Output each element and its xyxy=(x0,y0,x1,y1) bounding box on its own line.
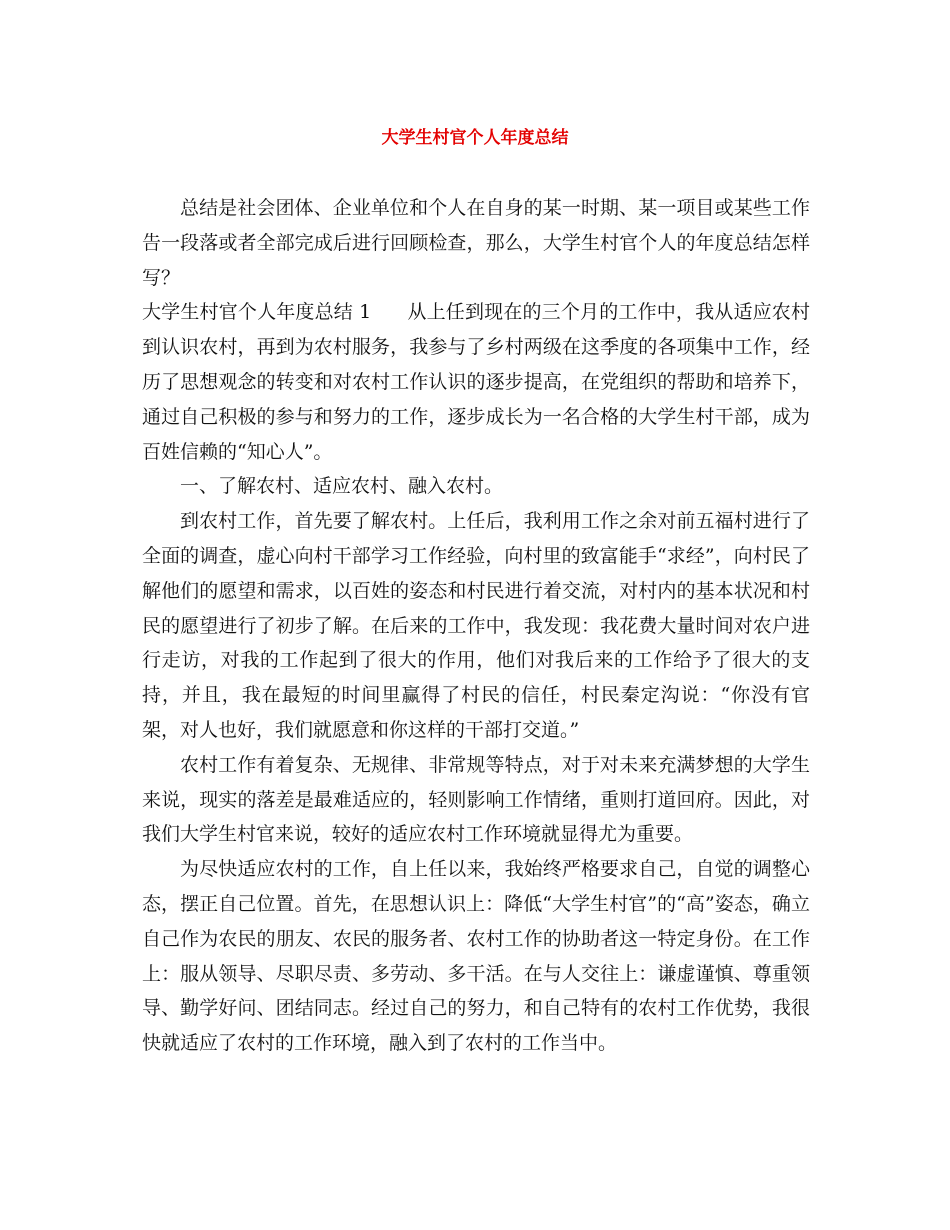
document-body xyxy=(142,191,810,1061)
intro-paragraph: 总结是社会团体、企业单位和个人在自身的某一时期、某一项目或某些工作告一段落或者全部完成后进行回顾检查，那么，大学生村官个人的年度总结怎样写？ xyxy=(142,197,810,289)
document-title: 大学生村官个人年度总结 xyxy=(381,128,569,148)
body-paragraph-1: 到农村工作，首先要了解农村。上任后，我利用工作之余对前五福村进行了全面的调查，虚心向村干部学习工作经验，向村里的致富能手“求经”，向村民了解他们的愿望和需求，以百姓的姿态和村民进行着交流，对村内的基本状况和村民的愿望进行了初步了解。在后来的工作中，我发现：我花费大量时间对农户进行走访，对我的工作起到了很大的作用，他们对我后来的工作给予了很大的支持，并且，我在最短的时间里赢得了村民的信任，村民秦定沟说：“你没有官架，对人也好，我们就愿意和你这样的干部打交道。” xyxy=(142,510,810,741)
section-text: 从上任到现在的三个月的工作中，我从适应农村到认识农村，再到为农村服务，我参与了乡村两级在这季度的各项集中工作，经历了思想观念的转变和对农村工作认识的逐步提高，在党组织的帮助和培养下，通过自己积极的参与和努力的工作，逐步成长为一名合格的大学生村干部，成为百姓信赖的“知心人”。 xyxy=(142,301,810,463)
heading-1: 一、了解农村、适应农村、融入农村。 xyxy=(180,475,504,498)
section-paragraph xyxy=(142,295,810,469)
body-paragraph-3: 为尽快适应农村的工作，自上任以来，我始终严格要求自己，自觉的调整心态，摆正自己位置。首先，在思想认识上：降低“大学生村官”的“高”姿态，确立自己作为农民的朋友、农民的服务者、农村工作的协助者这一特定身份。在工作上：服从领导、尽职尽责、多劳动、多干活。在与人交往上：谦虚谨慎、尊重领导、勤学好问、团结同志。经过自己的努力，和自己特有的农村工作优势，我很快就适应了农村的工作环境，融入到了农村的工作当中。 xyxy=(142,858,810,1055)
section-label: 大学生村官个人年度总结 1 xyxy=(142,301,372,324)
body-paragraph-2: 农村工作有着复杂、无规律、非常规等特点，对于对未来充满梦想的大学生来说，现实的落差是最难适应的，轻则影响工作情绪，重则打道回府。因此，对我们大学生村官来说，较好的适应农村工作环境就显得尤为重要。 xyxy=(142,753,810,846)
